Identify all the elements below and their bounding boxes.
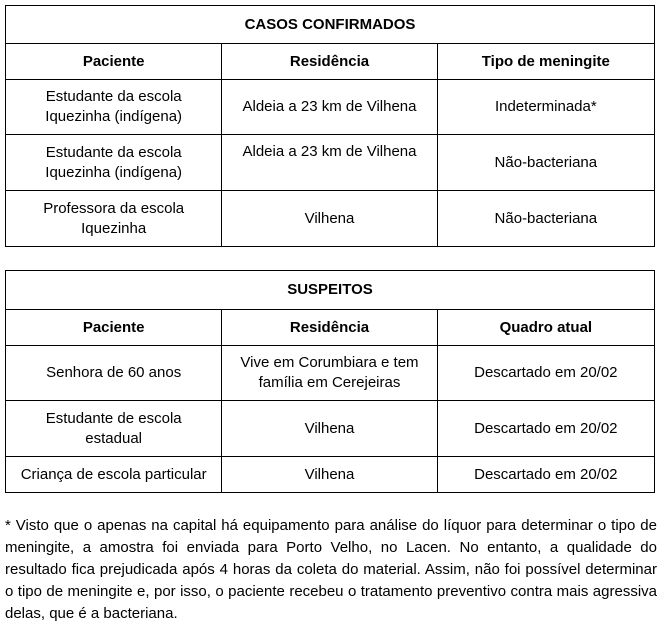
- confirmed-cases-table: [5, 5, 655, 247]
- column-header-residencia: Residência: [222, 44, 437, 80]
- table-row: [6, 191, 655, 247]
- cell-paciente-line1: Estudante da escola: [45, 143, 182, 161]
- cell-paciente-line2: Iquezinha: [81, 219, 147, 237]
- cell-residencia: Aldeia a 23 km de Vilhena: [222, 80, 437, 135]
- cell-paciente: Senhora de 60 anos: [6, 346, 222, 401]
- cell-paciente-line1: Estudante da escola: [45, 88, 182, 105]
- cell-paciente-line1: Estudante de escola: [45, 409, 182, 427]
- suspects-table: [5, 270, 655, 493]
- cell-quadro: Descartado em 20/02: [437, 346, 654, 401]
- cell-residencia: Vilhena: [222, 457, 437, 493]
- cell-residencia: Vilhena: [222, 191, 437, 247]
- cell-paciente: [6, 135, 222, 191]
- cell-tipo: Não-bacteriana: [437, 191, 654, 247]
- column-header-residencia: Residência: [222, 310, 437, 346]
- column-header-paciente: Paciente: [6, 44, 222, 80]
- cell-paciente-line2: estadual: [85, 429, 143, 447]
- cell-residencia: Vilhena: [222, 401, 437, 457]
- table-row: [6, 80, 655, 135]
- column-header-tipo: Tipo de meningite: [437, 44, 654, 80]
- cell-paciente-line1: Professora da escola: [43, 199, 185, 217]
- cell-residencia: Aldeia a 23 km de Vilhena: [222, 135, 437, 191]
- cell-tipo: Não-bacteriana: [437, 135, 654, 191]
- column-header-paciente: Paciente: [6, 310, 222, 346]
- cell-quadro: Descartado em 20/02: [437, 457, 654, 493]
- table-row: [6, 346, 655, 401]
- table-row: [6, 401, 655, 457]
- cell-residencia-line1: Vive em Corumbiara e tem: [240, 354, 419, 371]
- cell-quadro: Descartado em 20/02: [437, 401, 654, 457]
- cell-paciente: [6, 401, 222, 457]
- cell-paciente: [6, 191, 222, 247]
- cell-residencia: [222, 346, 437, 401]
- cell-paciente-line2: Iquezinha (indígena): [45, 163, 183, 181]
- suspects-title: SUSPEITOS: [6, 271, 655, 310]
- confirmed-cases-title: CASOS CONFIRMADOS: [6, 6, 655, 44]
- cell-residencia-line2: família em Cerejeiras: [258, 374, 401, 391]
- table-row: [6, 135, 655, 191]
- cell-tipo: Indeterminada*: [437, 80, 654, 135]
- table-row: [6, 457, 655, 493]
- column-header-quadro: Quadro atual: [437, 310, 654, 346]
- footnote: * Visto que o apenas na capital há equipamento para análise do líquor para determinar o tipo de meningite, a amostra foi enviada para Porto Velho, no Lacen. No entanto, a qualidade do resultado fica prejudicada após 4 horas da coleta do material. Assim, não foi possível determinar o tipo de meningite e, por isso, o paciente recebeu o tratamento preventivo contra mais agressiva delas, que é a bacteriana.: [5, 517, 657, 622]
- cell-paciente: Criança de escola particular: [6, 457, 222, 493]
- cell-paciente: [6, 80, 222, 135]
- cell-paciente-line2: Iquezinha (indígena): [45, 108, 183, 125]
